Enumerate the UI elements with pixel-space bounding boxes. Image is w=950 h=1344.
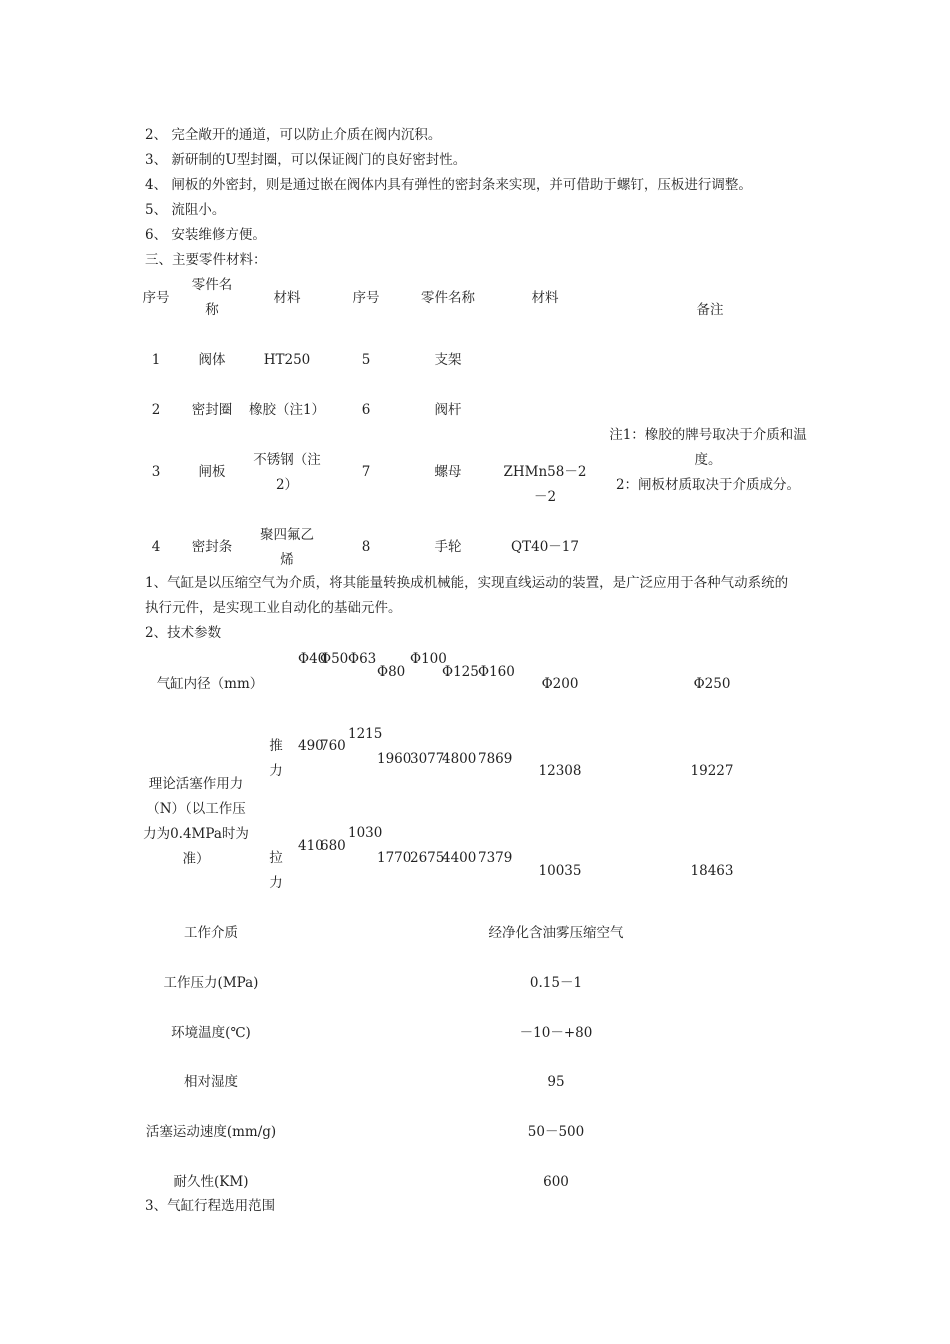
mat-row2-part2: 阀杆 xyxy=(434,402,462,418)
mat-row2-no: 2 xyxy=(151,402,161,418)
mat-row4-part2: 手轮 xyxy=(434,539,462,555)
tech-bore-63: Φ63 xyxy=(348,651,377,667)
tech-push-80: 1960 xyxy=(377,751,412,767)
mat-row4-material2: QT40－17 xyxy=(511,539,579,555)
tech-push-125: 4800 xyxy=(442,751,477,767)
tech-prop-speed-label: 活塞运动速度(mm/g) xyxy=(145,1124,277,1140)
cylinder-intro-line1: 1、气缸是以压缩空气为介质，将其能量转换成机械能，实现直线运动的装置，是广泛应用于各种气动系统的 xyxy=(145,575,789,591)
tech-pull-40: 410 xyxy=(298,838,324,854)
mat-row1-material: HT250 xyxy=(263,352,311,368)
tech-bore-160: Φ160 xyxy=(478,664,515,680)
tech-pull-125: 4400 xyxy=(442,850,477,866)
tech-push-63: 1215 xyxy=(348,726,383,742)
mat-note-line3: 2：闸板材质取决于介质成分。 xyxy=(615,477,801,493)
mat-row2-no2: 6 xyxy=(361,402,371,418)
feature-3: 3、 新研制的U型封圈，可以保证阀门的良好密封性。 xyxy=(145,152,467,168)
mat-row3-no2: 7 xyxy=(361,464,371,480)
mat-row4-material: 聚四氟乙烯 xyxy=(260,527,314,568)
tech-prop-temp-label: 环境温度(℃) xyxy=(171,1025,251,1041)
tech-prop-pressure-value: 0.15－1 xyxy=(529,975,583,991)
feature-2: 2、 完全敞开的通道，可以防止介质在阀内沉积。 xyxy=(145,127,442,143)
mat-row4-no: 4 xyxy=(151,539,161,555)
tech-pull-80: 1770 xyxy=(377,850,412,866)
tech-push-200: 12308 xyxy=(538,763,582,779)
tech-prop-medium-label: 工作介质 xyxy=(184,925,238,941)
tech-bore-50: Φ50 xyxy=(320,651,349,667)
tech-bore-40: Φ40 xyxy=(298,651,327,667)
tech-heading: 2、技术参数 xyxy=(145,625,222,641)
tech-pull-50: 680 xyxy=(320,838,346,854)
tech-push-160: 7869 xyxy=(478,751,513,767)
tech-push-250: 19227 xyxy=(690,763,734,779)
mat-row3-part: 闸板 xyxy=(198,464,226,480)
tech-prop-humidity-value: 95 xyxy=(547,1074,565,1090)
mat-row3-material2: ZHMn58－2－2 xyxy=(503,464,587,505)
tech-bore-125: Φ125 xyxy=(442,664,479,680)
tech-bore-80: Φ80 xyxy=(377,664,406,680)
tech-prop-durability-value: 600 xyxy=(543,1174,569,1190)
tech-prop-temp-value: －10－+80 xyxy=(519,1025,593,1041)
mat-row1-no2: 5 xyxy=(361,352,371,368)
tech-push-100: 3077 xyxy=(410,751,445,767)
feature-5: 5、 流阻小。 xyxy=(145,202,226,218)
tech-bore-label: 气缸内径（mm） xyxy=(156,676,264,692)
mat-row1-part2: 支架 xyxy=(434,352,462,368)
tech-prop-humidity-label: 相对湿度 xyxy=(184,1074,238,1090)
mat-row3-no: 3 xyxy=(151,464,161,480)
tech-push-50: 760 xyxy=(320,738,346,754)
mat-row4-part: 密封条 xyxy=(191,539,233,555)
mat-row2-material: 橡胶（注1） xyxy=(248,402,326,418)
mat-header-part: 零件名称 xyxy=(191,277,233,318)
stroke-heading: 3、气缸行程选用范围 xyxy=(145,1198,276,1214)
feature-4: 4、 闸板的外密封，则是通过嵌在阀体内具有弹性的密封条来实现，并可借助于螺钉，压板进行调整。 xyxy=(145,177,752,193)
mat-row1-no: 1 xyxy=(151,352,161,368)
tech-force-label: 理论活塞作用力（N）（以工作压力为0.4MPa时为准） xyxy=(143,776,249,867)
tech-bore-250: Φ250 xyxy=(693,676,731,692)
mat-header-material2: 材料 xyxy=(531,290,559,306)
tech-prop-medium-value: 经净化含油雾压缩空气 xyxy=(488,925,624,941)
tech-push-40: 490 xyxy=(298,738,324,754)
mat-header-no2: 序号 xyxy=(352,290,380,306)
mat-row1-part: 阀体 xyxy=(198,352,226,368)
mat-header-no: 序号 xyxy=(142,290,170,306)
mat-row4-no2: 8 xyxy=(361,539,371,555)
tech-prop-durability-label: 耐久性(KM) xyxy=(173,1174,249,1190)
tech-prop-speed-value: 50－500 xyxy=(527,1124,585,1140)
tech-bore-200: Φ200 xyxy=(541,676,579,692)
tech-pull-160: 7379 xyxy=(478,850,513,866)
mat-row3-part2: 螺母 xyxy=(434,464,462,480)
tech-push-label: 推力 xyxy=(269,738,283,779)
feature-6: 6、 安装维修方便。 xyxy=(145,227,266,243)
tech-pull-label: 拉力 xyxy=(269,850,283,891)
mat-note-line2: 度。 xyxy=(694,452,722,468)
mat-note-line1: 注1：橡胶的牌号取决于介质和温 xyxy=(609,427,807,443)
mat-row2-part: 密封圈 xyxy=(191,402,233,418)
mat-row3-material: 不锈钢（注2） xyxy=(253,452,321,493)
tech-prop-pressure-label: 工作压力(MPa) xyxy=(163,975,259,991)
mat-header-part2: 零件名称 xyxy=(421,290,475,306)
tech-pull-200: 10035 xyxy=(538,863,582,879)
tech-pull-63: 1030 xyxy=(348,825,383,841)
mat-header-material: 材料 xyxy=(273,290,301,306)
mat-header-remarks: 备注 xyxy=(696,302,724,318)
tech-bore-100: Φ100 xyxy=(410,651,447,667)
tech-pull-100: 2675 xyxy=(410,850,445,866)
tech-pull-250: 18463 xyxy=(690,863,734,879)
materials-heading: 三、主要零件材料： xyxy=(145,252,267,268)
cylinder-intro-line2: 执行元件，是实现工业自动化的基础元件。 xyxy=(145,600,402,616)
